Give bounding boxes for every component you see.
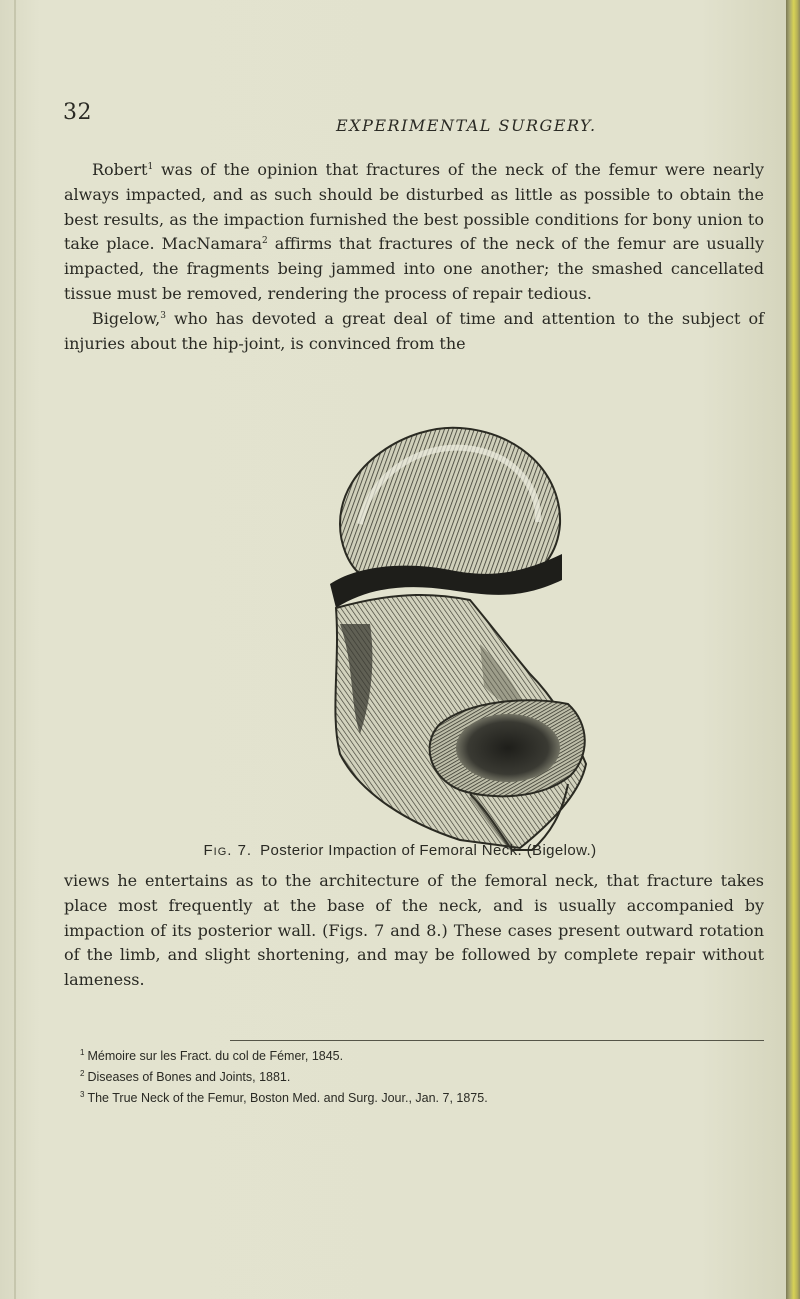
footnote-ref-2: 2 xyxy=(261,236,268,247)
page-fold xyxy=(14,0,16,1299)
footnote-text: The True Neck of the Femur, Boston Med. and Surg. Jour., Jan. 7, 1875. xyxy=(87,1091,488,1105)
paragraph-2-text: views he entertains as to the architecture of the femoral neck, that fracture takes place most frequently at the base of the neck, and is usually accompanied by impaction of its posterior wall. (Figs. 7 and 8.) These cases present outward rotation of the limb, and slight shortening, and may be followed by complete repair without lameness. xyxy=(64,871,764,990)
footnote-3 xyxy=(80,1086,770,1107)
text-bigelow-convinced: who has devoted a great deal of time and attention to the subject of injuries about the hip-joint, is convinced from the xyxy=(64,308,764,353)
text-robert: Robert xyxy=(92,160,148,179)
text-macnamara: affirms that fractures of the neck of the femur are usually impacted, the fragments being jammed into one another; the smashed cancellated tissue must be removed, rendering the process of repair tedious. xyxy=(64,234,764,303)
figure-label: Fig. 7. xyxy=(203,842,253,859)
footnotes xyxy=(80,1044,770,1107)
page-header xyxy=(0,100,800,140)
paragraph-1-sentence-a xyxy=(64,158,764,307)
footnote-2 xyxy=(80,1065,770,1086)
footnote-ref-3: 3 xyxy=(160,310,166,321)
book-binding-edge xyxy=(786,0,800,1299)
footnote-text: Diseases of Bones and Joints, 1881. xyxy=(87,1070,291,1084)
page-number: 32 xyxy=(63,100,92,125)
paragraph-1 xyxy=(64,158,764,356)
text-robert-opinion: was of the opinion that fractures of the neck of the femur were nearly always impacted, and as such should be disturbed as little as possible to obtain the best results, as the impaction furnished the best possible conditions for bony union to take place. MacNamara xyxy=(64,160,764,254)
footnote-mark: 1 xyxy=(80,1048,85,1057)
running-head: EXPERIMENTAL SURGERY. xyxy=(336,116,597,135)
figure-caption xyxy=(0,842,800,859)
text-bigelow: Bigelow, xyxy=(92,308,161,328)
footnote-ref-1: 1 xyxy=(147,162,154,172)
footnote-mark: 3 xyxy=(80,1090,85,1099)
footnote-1 xyxy=(80,1044,770,1065)
paragraph-2 xyxy=(64,869,764,993)
footnote-mark: 2 xyxy=(80,1069,85,1078)
figure-caption-text: Posterior Impaction of Femoral Neck. (Bigelow.) xyxy=(260,842,597,859)
femur-bone-icon xyxy=(300,404,590,854)
paragraph-1-sentence-b xyxy=(64,307,764,357)
footnote-text: Mémoire sur les Fract. du col de Fémer, 1845. xyxy=(87,1049,344,1063)
footnote-divider xyxy=(230,1040,764,1041)
